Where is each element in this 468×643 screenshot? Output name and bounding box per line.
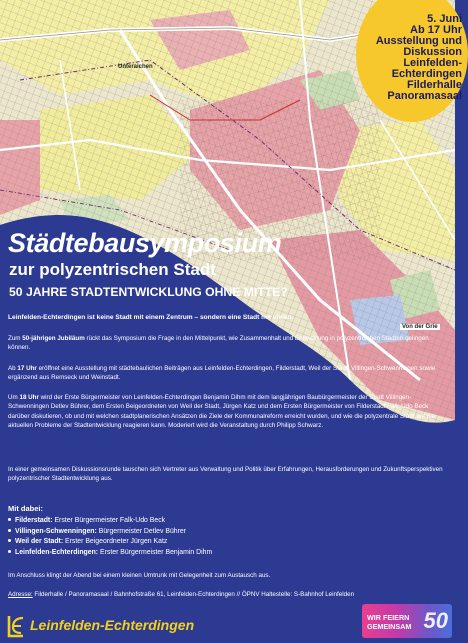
closing-text: Im Anschluss klingt der Abend bei einem kleinen Umtrunk mit Gelegenheit zum Austausch aus. [8, 572, 271, 579]
page-title: Städtebausymposium [8, 228, 282, 258]
bullet-icon [8, 539, 11, 542]
jubilee-logo [362, 604, 452, 638]
participant-place: Filderstadt: [15, 517, 53, 524]
bullet-icon [8, 550, 11, 553]
participant-person: Erster Bürgermeister Falk-Udo Beck [52, 517, 166, 524]
badge-line-3: Ausstellung und [375, 35, 462, 47]
bullet-icon [8, 518, 11, 521]
paragraph-jubilee-text-b: rückt das Symposium die Frage in den Mittelpunkt, wie Zusammenhalt und Entwicklung in polyzentrischen Städten gelingen können. [8, 335, 429, 352]
bullet-icon [8, 529, 11, 532]
paragraph-discussion-emphasis: 18 Uhr [19, 394, 39, 401]
paragraph-exhibition-text-b: eröffnet eine Ausstellung mit städtebaulichen Beiträgen aus Leinfelden-Echterdingen, Filderstadt, Weil der Stadt, Villingen-Schwenningen sowie ergänzend aus Remseck und Weinstadt. [8, 365, 436, 382]
badge-date: 5. Juni [427, 13, 462, 25]
badge-line-5: Leinfelden- [403, 57, 462, 69]
jubilee-line-1: WIR FEIERN [367, 613, 410, 622]
jubilee-line-2: GEMEINSAM [367, 622, 412, 631]
paragraph-exhibition-emphasis: 17 Uhr [17, 365, 37, 372]
paragraph-jubilee-emphasis: 50-jährigen Jubiläum [22, 335, 85, 342]
participant-person: Bürgermeister Detlev Bührer [96, 527, 187, 535]
badge-line-6: Echterdingen [391, 68, 462, 80]
participant-person: Erster Beigeordneter Jürgen Katz [63, 538, 168, 546]
address-label: Adresse: [8, 591, 33, 598]
badge-line-7: Filderhalle [406, 79, 462, 91]
paragraph-exhibition [8, 364, 448, 383]
city-logo-icon [6, 614, 26, 638]
badge-time: Ab 17 Uhr [410, 24, 462, 36]
city-logo-text: Leinfelden-Echterdingen [30, 617, 195, 633]
participant-person: Erster Bürgermeister Benjamin Dihm [98, 548, 213, 556]
map-label-von-der-grie: Von der Grie [402, 324, 438, 330]
address-text [8, 590, 448, 599]
paragraph-discussion [8, 393, 448, 430]
page-subtitle: zur polyzentrischen Stadt [9, 260, 216, 279]
map-label-unteraichen: Unteraichen [118, 64, 153, 70]
paragraph-jubilee-text-a: Zum [8, 335, 23, 342]
jubilee-number: 50 [423, 608, 448, 633]
paragraph-exhibition-text-a: Ab [8, 365, 18, 372]
address-value: Filderhalle / Panoramasaal / Bahnhofstraße 61, Leinfelden-Echterdingen // ÖPNV Haltestelle: S-Bahnhof Leinfelden [32, 591, 355, 598]
lead-paragraph: Leinfelden-Echterdingen ist keine Stadt mit einem Zentrum – sondern eine Stadt mit vielen. [8, 314, 294, 321]
paragraph-discussion-text-a: Um [8, 394, 20, 401]
badge-line-8: Panoramasaal [387, 90, 462, 102]
badge-line-4: Diskussion [403, 46, 462, 58]
participant-place: Leinfelden-Echterdingen: [15, 548, 99, 556]
tagline: 50 JAHRE STADTENTWICKLUNG OHNE MITTE? [9, 285, 288, 299]
paragraph-jubilee [8, 334, 448, 353]
participant-item [8, 516, 212, 527]
participant-item [8, 548, 212, 559]
paragraph-exchange: In einer gemeinsamen Diskussionsrunde tauschen sich Vertreter aus Verwaltung und Politik über Erfahrungen, Herausforderungen und Zukunftsperspektiven polyzentrischer Stadtentwicklung aus. [8, 466, 443, 483]
participant-item [8, 527, 212, 538]
participants-heading: Mit dabei: [8, 504, 43, 513]
participant-place: Villingen-Schwenningen: [15, 527, 97, 535]
participant-item [8, 537, 212, 548]
participants-list [8, 516, 212, 558]
participant-place: Weil der Stadt: [15, 538, 64, 546]
paragraph-discussion-text-b: wird der Erste Bürgermeister von Leinfelden-Echterdingen Benjamin Dihm mit dem langjährigen Baubürgermeister der Stadt Villingen-Schwenningen Detlev Bührer, dem Ersten Beigeordneten von Weil der Stadt, Jürgen Katz und dem Ersten Bürgermeister von Filderstadt Falk-Udo Beck darüber diskutieren, ob und mit welchen stadtplanerischen Ansätzen die Ziele der Kommunalreform erreicht wurden, und wie die polyzentrale Stadt auf die aktuellen Probleme der Stadtentwicklung reagieren kann. Moderiert wird die Veranstaltung durch Philipp Schwarz. [8, 394, 435, 429]
